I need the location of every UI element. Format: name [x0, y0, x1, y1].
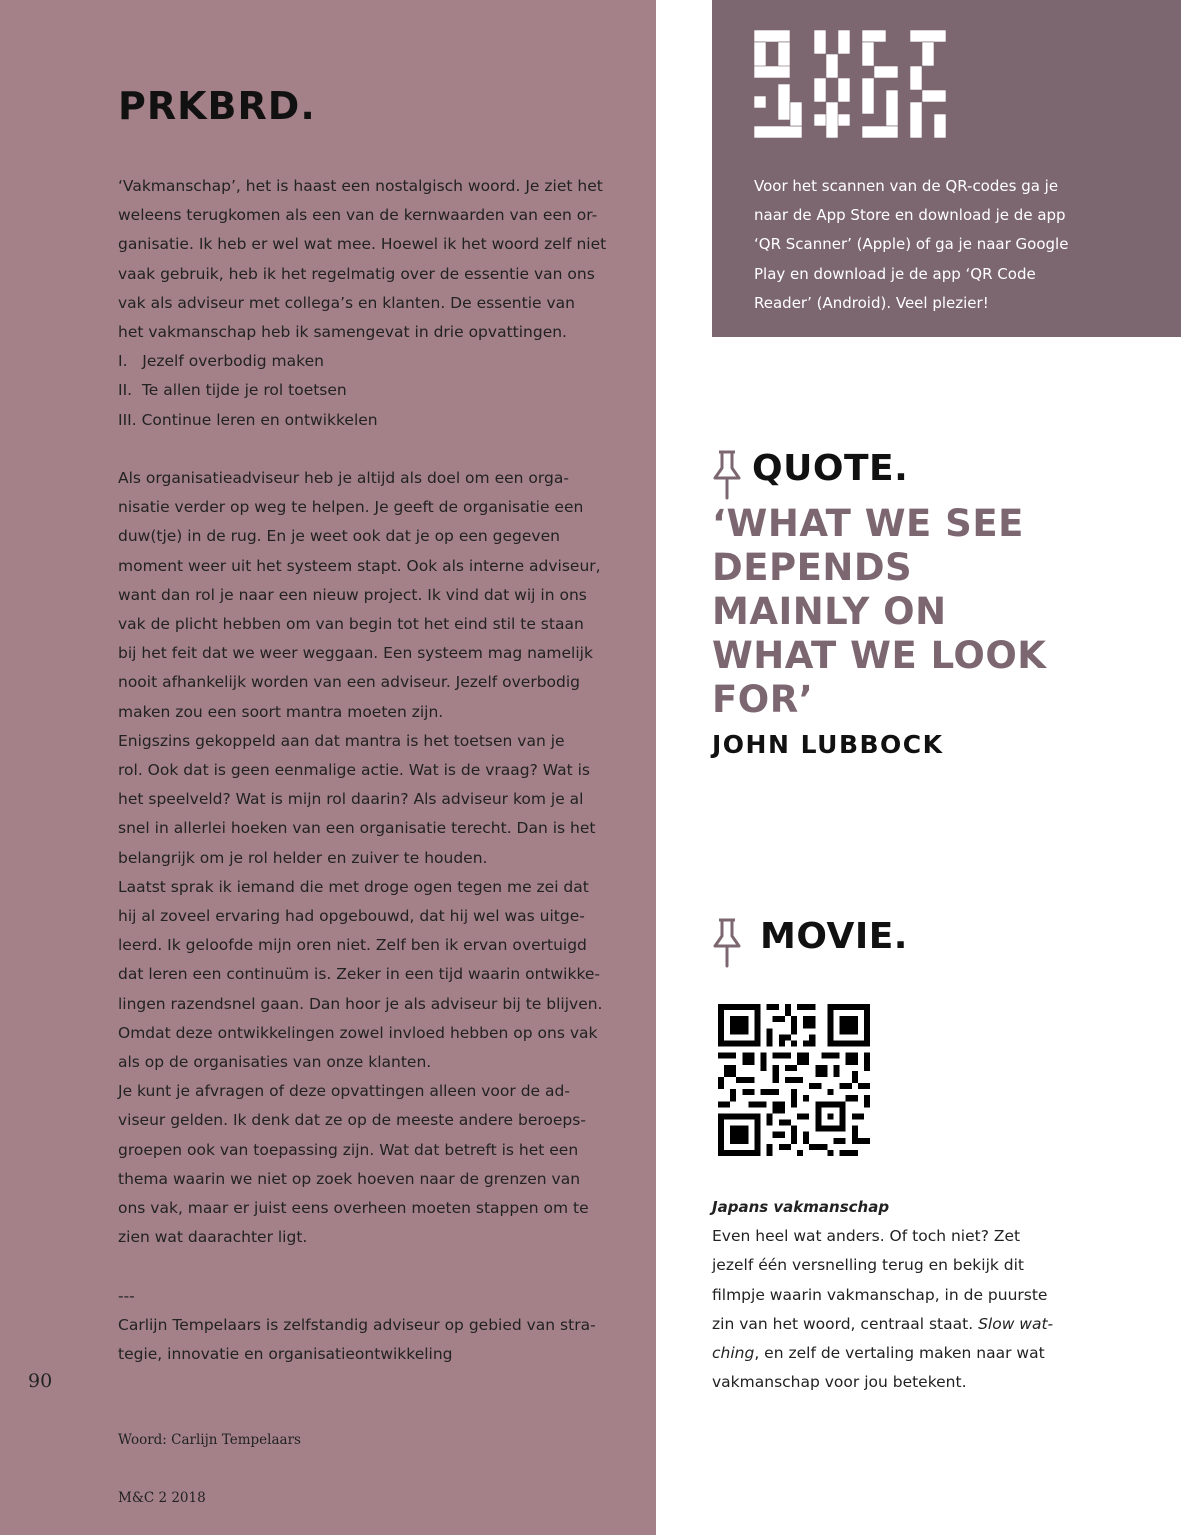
text-line: Je kunt je afvragen of deze opvattingen alleen voor de ad-	[118, 1082, 570, 1101]
text-line: zien wat daarachter ligt.	[118, 1228, 308, 1247]
text-line: vak als adviseur met collega’s en klanten. De essentie van	[118, 293, 575, 312]
text-line: ons vak, maar er juist eens overheen moeten stappen om te	[118, 1199, 589, 1218]
text-line: ganisatie. Ik heb er wel wat mee. Hoewel ik het woord zelf niet	[118, 235, 607, 254]
text-line: hij al zoveel ervaring had opgebouwd, dat hij wel was uitge-	[118, 907, 585, 926]
quote-line: MAINLY ON	[712, 590, 947, 633]
text-line: jezelf één versnelling terug en bekijk dit	[712, 1256, 1025, 1275]
text-line: het speelveld? Wat is mijn rol daarin? Als adviseur kom je al	[118, 790, 584, 809]
text-line: weleens terugkomen als een van de kernwaarden van een or-	[118, 206, 598, 225]
list-item: I. Jezelf overbodig maken	[118, 352, 324, 371]
text-line: ‘QR Scanner’ (Apple) of ga je naar Google	[754, 235, 1069, 254]
text-line: Enigszins gekoppeld aan dat mantra is het toetsen van je	[118, 731, 565, 750]
quote-line: ‘WHAT WE SEE	[712, 502, 1024, 545]
text-line: Omdat deze ontwikkelingen zowel invloed hebben op ons vak	[118, 1023, 598, 1042]
qr-code-icon[interactable]	[718, 1004, 870, 1156]
text-line: Als organisatieadviseur heb je altijd als doel om een orga-	[118, 469, 569, 488]
text-line: als op de organisaties van onze klanten.	[118, 1053, 432, 1072]
list-item: III. Continue leren en ontwikkelen	[118, 410, 378, 429]
text-line: Even heel wat anders. Of toch niet? Zet	[712, 1227, 1021, 1246]
author-credit: Woord: Carlijn Tempelaars	[118, 1432, 301, 1448]
text-line: nooit afhankelijk worden van een adviseur. Jezelf overbodig	[118, 673, 581, 692]
list-item: II. Te allen tijde je rol toetsen	[118, 381, 347, 400]
text-line: filmpje waarin vakmanschap, in de puurste	[712, 1285, 1048, 1304]
text-line: viseur gelden. Ik denk dat ze op de meeste andere beroeps-	[118, 1111, 586, 1130]
pushpin-icon	[710, 916, 744, 968]
movie-heading: Japans vakmanschap	[712, 1198, 890, 1216]
text-line: maken zou een soort mantra moeten zijn.	[118, 702, 444, 721]
text-line: naar de App Store en download je de app	[754, 206, 1066, 225]
quote-text	[712, 502, 1072, 722]
text-line: snel in allerlei hoeken van een organisatie terecht. Dan is het	[118, 819, 596, 838]
quote-line: FOR’	[712, 678, 814, 721]
issue-label: M&C 2 2018	[118, 1490, 206, 1506]
author-bio: Carlijn Tempelaars is zelfstandig adviseur op gebied van stra-	[118, 1315, 596, 1334]
text-line: moment weer uit het systeem stapt. Ook als interne adviseur,	[118, 556, 601, 575]
author-bio: tegie, innovatie en organisatieontwikkeling	[118, 1345, 453, 1364]
text-line: lingen razendsnel gaan. Dan hoor je als adviseur bij te blijven.	[118, 994, 603, 1013]
text-line: Voor het scannen van de QR-codes ga je	[754, 177, 1059, 195]
text-line: belangrijk om je rol helder en zuiver te houden.	[118, 848, 488, 867]
qr-info-box	[712, 0, 1181, 337]
text-line: thema waarin we niet op zoek hoeven naar de grenzen van	[118, 1169, 581, 1188]
text-line: vak de plicht hebben om van begin tot het eind stil te staan	[118, 615, 584, 634]
text-span: zin van het woord, centraal staat.	[712, 1314, 979, 1333]
text-line: leerd. Ik geloofde mijn oren niet. Zelf ben ik ervan overtuigd	[118, 936, 587, 955]
article-body	[118, 172, 618, 1369]
text-line: dat leren een continuüm is. Zeker in een tijd waarin ontwikke-	[118, 965, 601, 984]
text-line	[712, 1339, 1077, 1368]
movie-description	[712, 1193, 1077, 1397]
separator: ---	[118, 1286, 135, 1305]
quote-line: DEPENDS	[712, 546, 913, 589]
text-line: het vakmanschap heb ik samengevat in drie opvattingen.	[118, 323, 567, 342]
quote-line: WHAT WE LOOK	[712, 634, 1047, 677]
page-number: 90	[28, 1370, 53, 1392]
text-line: vaak gebruik, heb ik het regelmatig over de essentie van ons	[118, 264, 595, 283]
text-span: , en zelf de vertaling maken naar wat	[754, 1344, 1045, 1363]
text-emphasis: Slow wat-	[978, 1314, 1054, 1333]
text-line: bij het feit dat we weer weggaan. Een systeem mag namelijk	[118, 644, 593, 663]
text-line: Play en download je de app ‘QR Code	[754, 264, 1036, 283]
text-line: Laatst sprak ik iemand die met droge ogen tegen me zei dat	[118, 877, 589, 896]
text-line: nisatie verder op weg te helpen. Je geeft de organisatie een	[118, 498, 584, 517]
qr-logo-icon	[754, 30, 954, 150]
text-line: ‘Vakmanschap’, het is haast een nostalgisch woord. Je ziet het	[118, 177, 603, 195]
text-line: vakmanschap voor jou betekent.	[712, 1373, 967, 1392]
pushpin-icon	[710, 448, 744, 500]
text-line: Reader’ (Android). Veel plezier!	[754, 293, 989, 312]
text-line: rol. Ook dat is geen eenmalige actie. Wat is de vraag? Wat is	[118, 761, 590, 780]
text-line: duw(tje) in de rug. En je weet ook dat je op een gegeven	[118, 527, 560, 546]
text-line: groepen ook van toepassing zijn. Wat dat betreft is het een	[118, 1140, 579, 1159]
text-line: want dan rol je naar een nieuw project. Ik vind dat wij in ons	[118, 585, 587, 604]
quote-author: JOHN LUBBOCK	[712, 730, 944, 759]
text-line	[712, 1310, 1077, 1339]
qr-instructions	[754, 172, 1074, 318]
quote-label: QUOTE.	[752, 448, 909, 489]
page-title: PRKBRD.	[118, 84, 316, 128]
text-emphasis: ching	[712, 1344, 755, 1363]
movie-label: MOVIE.	[760, 916, 908, 957]
